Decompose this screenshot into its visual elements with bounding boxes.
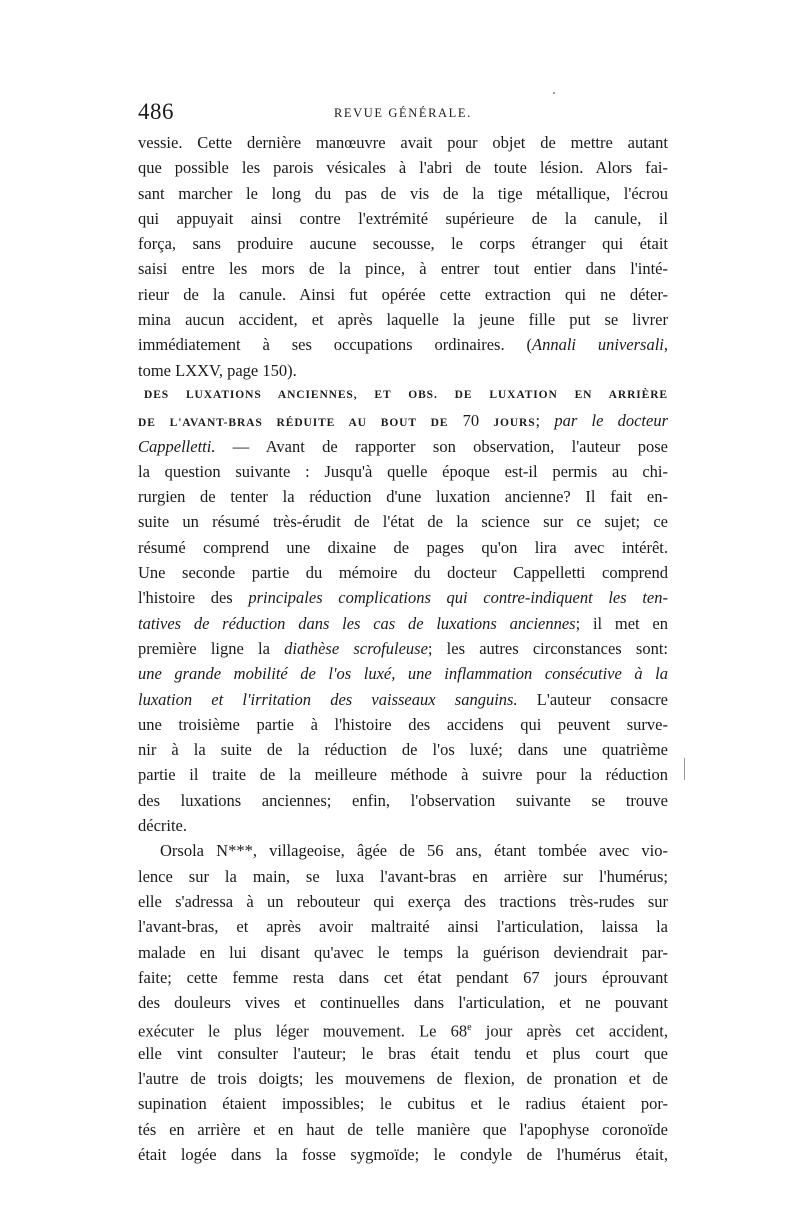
text-segment: première ligne la <box>138 638 285 658</box>
heading-number: 70 <box>448 411 494 431</box>
article-heading-line <box>138 408 668 433</box>
text-line: suite un résumé très-érudit de l'état de la science sur ce sujet; ce <box>138 512 668 532</box>
text-line: des luxations anciennes; enfin, l'observation suivante se trouve <box>138 790 668 810</box>
text-line: l'autre de trois doigts; les mouvemens de flexion, de pronation et de <box>138 1068 668 1088</box>
text-segment: ; il met en <box>575 613 668 633</box>
paper-speck <box>684 758 685 780</box>
text-line: était logée dans la fosse sygmoïde; le condyle de l'humérus était, <box>138 1144 668 1164</box>
paper-speck <box>553 92 555 94</box>
text-line: faite; cette femme resta dans cet état pendant 67 jours éprouvant <box>138 967 668 987</box>
running-title: REVUE GÉNÉRALE. <box>334 106 472 120</box>
text-line: Une seconde partie du mémoire du docteur Cappelletti comprend <box>138 563 668 583</box>
text-line: vessie. Cette dernière manœuvre avait pour objet de mettre autant <box>138 133 668 152</box>
text-line: elle vint consulter l'auteur; le bras était tendu et plus court que <box>138 1043 668 1063</box>
text-line: tés en arrière et en haut de telle manière que l'apophyse coronoïde <box>138 1119 668 1139</box>
text-line <box>138 332 668 357</box>
text-line: elle s'adressa à un rebouteur qui exerça des tractions très-rudes sur <box>138 891 668 911</box>
text-line: lence sur la main, se luxa l'avant-bras en arrière sur l'humérus; <box>138 866 668 886</box>
text-line <box>138 687 668 712</box>
text-line: résumé comprend une dixaine de pages qu'on lira avec intérêt. <box>138 537 668 557</box>
text-line: rurgien de tenter la réduction d'une luxation ancienne? Il fait en- <box>138 487 668 507</box>
text-segment: L'auteur consacre <box>517 689 668 709</box>
text-line: sant marcher le long du pas de vis de la tige métallique, l'écrou <box>138 183 668 203</box>
italic-phrase: une grande mobilité de l'os luxé, une inflammation consécutive à la <box>138 664 668 684</box>
text-line <box>138 1015 668 1040</box>
heading-segment: DE L'AVANT-BRAS RÉDUITE AU BOUT DE <box>138 417 449 430</box>
text-segment: , <box>663 335 668 355</box>
text-segment: jour après cet accident, <box>471 1021 668 1041</box>
italic-phrase: diathèse scrofuleuse <box>284 638 428 658</box>
text-line <box>138 661 668 686</box>
text-line: saisi entre les mors de la pince, à entrer tout entier dans l'inté- <box>138 259 668 279</box>
text-segment: immédiatement à ses occupations ordinaires. ( <box>138 335 532 355</box>
italic-phrase: luxation et l'irritation des vaisseaux sanguins. <box>138 689 518 709</box>
text-segment: ; <box>535 411 555 431</box>
text-line: la question suivante : Jusqu'à quelle époque est-il permis au chi- <box>138 461 668 481</box>
italic-phrase: principales complications qui contre-indiquent les ten- <box>248 588 668 608</box>
text-line: malade en lui disant qu'avec le temps la guérison deviendrait par- <box>138 942 668 962</box>
text-segment: l'histoire des <box>138 588 249 608</box>
text-line <box>138 611 668 636</box>
author-credit: par le docteur <box>554 411 668 431</box>
text-line <box>138 636 668 661</box>
text-segment: — Avant de rapporter son observation, l'auteur pose <box>215 436 668 456</box>
text-line: força, sans produire aucune secousse, le corps étranger qui était <box>138 234 668 254</box>
text-line <box>138 434 668 459</box>
text-line: rieur de la canule. Ainsi fut opérée cette extraction qui ne déter- <box>138 284 668 304</box>
text-line: supination étaient impossibles; le cubitus et le radius étaient por- <box>138 1094 668 1114</box>
text-line: nir à la suite de la réduction de l'os luxé; dans une quatrième <box>138 740 668 760</box>
text-line: l'avant-bras, et après avoir maltraité ainsi l'articulation, laissa la <box>138 917 668 937</box>
text-line: qui appuyait ainsi contre l'extrémité supérieure de la canule, il <box>138 208 668 228</box>
journal-citation: Annali universali <box>531 335 664 355</box>
text-line: une troisième partie à l'histoire des accidens qui peuvent surve- <box>138 714 668 734</box>
author-name: Cappelletti. <box>138 436 216 456</box>
text-line: partie il traite de la meilleure méthode à suivre pour la réduction <box>138 765 668 785</box>
ordinal-superscript: e <box>467 1022 472 1034</box>
heading-segment: JOURS <box>493 417 536 430</box>
text-line: mina aucun accident, et après laquelle la jeune fille put se livrer <box>138 310 668 330</box>
text-line <box>138 585 668 610</box>
page-number: 486 <box>138 99 174 124</box>
text-line: tome LXXV, page 150). <box>138 360 297 380</box>
text-segment: ; les autres circonstances sont: <box>427 638 668 658</box>
text-line: que possible les parois vésicales à l'abri de toute lésion. Alors fai- <box>138 158 668 178</box>
article-heading-line: DES LUXATIONS ANCIENNES, ET OBS. DE LUXATION EN ARRIÈRE <box>144 388 668 401</box>
text-line: des douleurs vives et continuelles dans l'articulation, et ne pouvant <box>138 993 668 1013</box>
page-header <box>138 99 668 133</box>
text-line: Orsola N***, villageoise, âgée de 56 ans, étant tombée avec vio- <box>160 841 668 861</box>
body-text <box>138 130 668 1167</box>
italic-phrase: tatives de réduction dans les cas de luxations anciennes <box>138 613 576 633</box>
text-segment: exécuter le plus léger mouvement. Le 68 <box>138 1021 468 1041</box>
text-line: décrite. <box>138 816 188 836</box>
